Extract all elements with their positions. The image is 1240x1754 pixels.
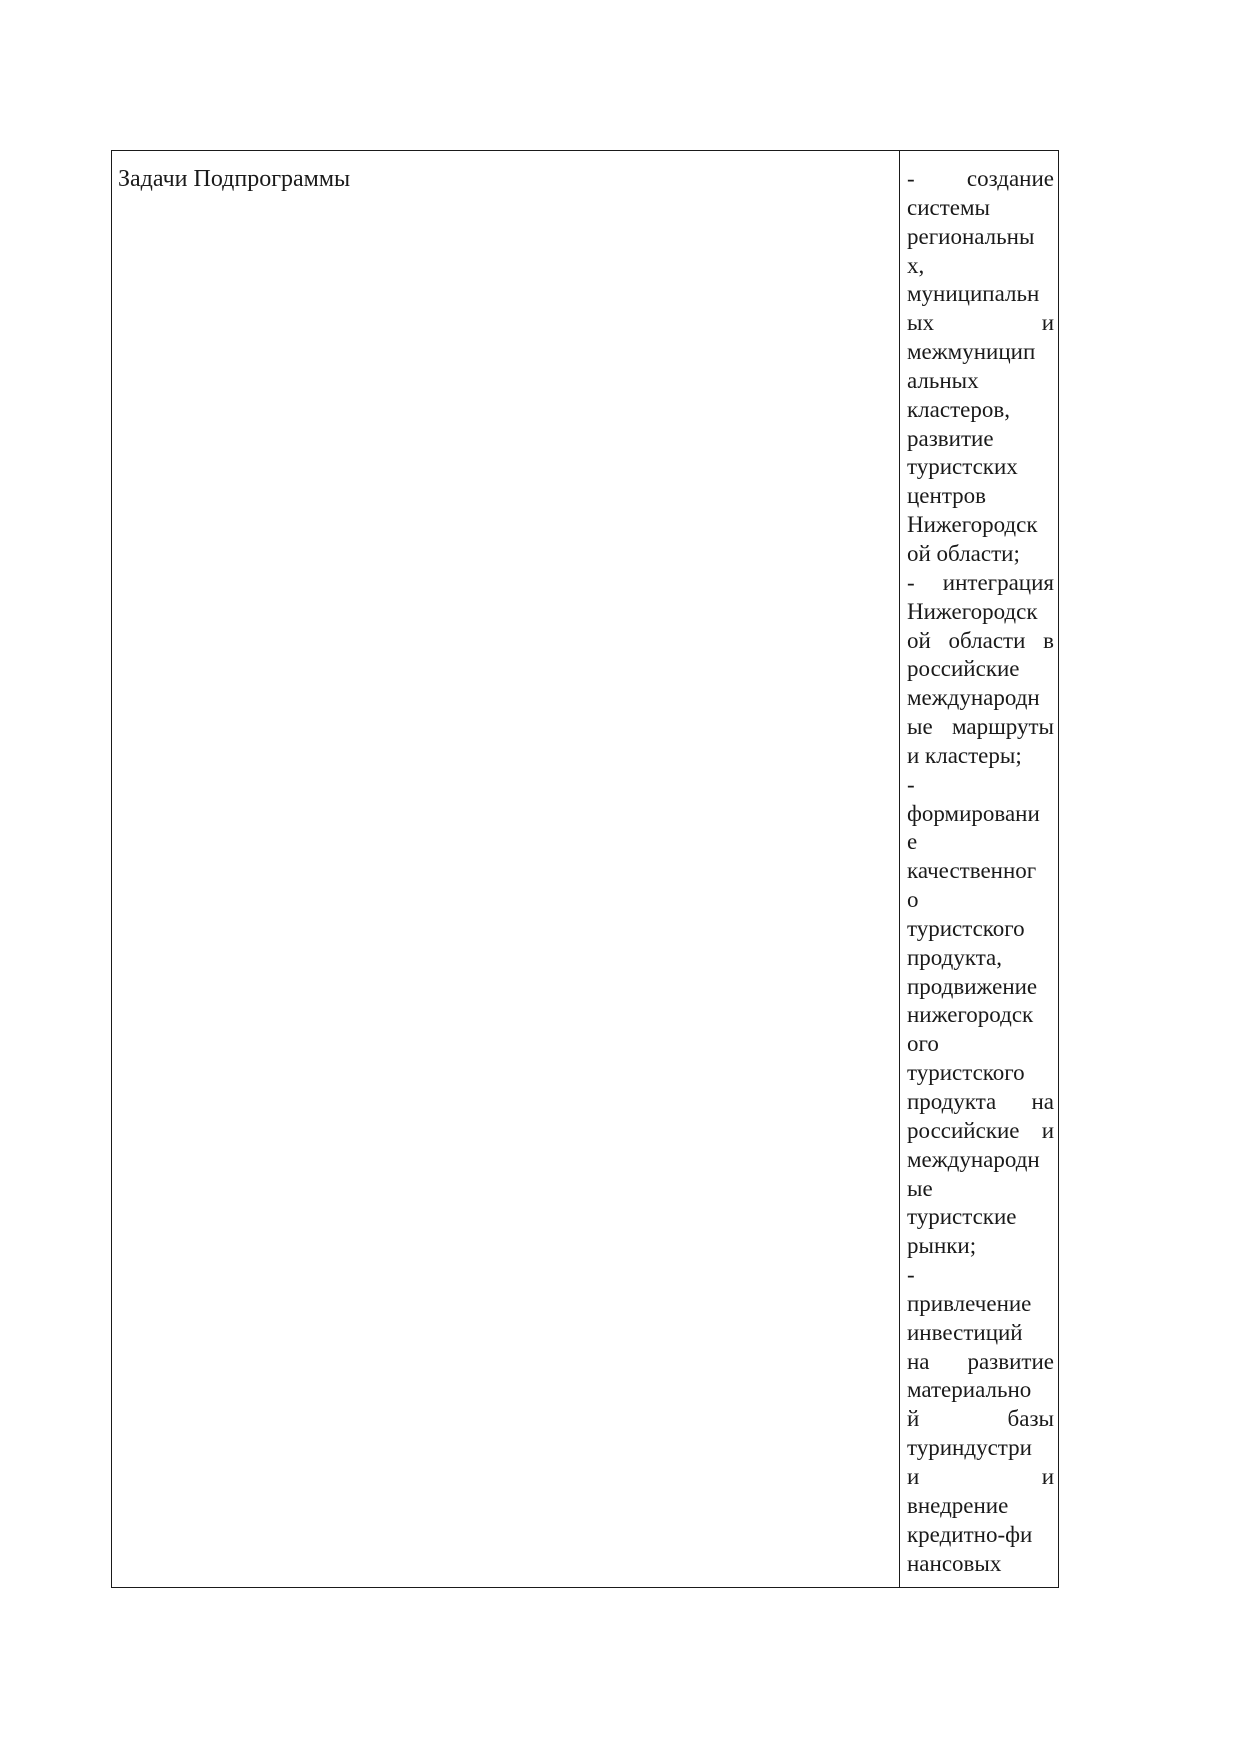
text-line [907, 1463, 1054, 1492]
text-line [907, 973, 1054, 1002]
text-line [907, 1521, 1054, 1550]
text-word: российские [907, 656, 1020, 682]
text-word: развитие [907, 425, 994, 451]
text-word: ой области; [907, 540, 1020, 566]
text-word: привлечение [907, 1290, 1032, 1316]
text-line [907, 453, 1054, 482]
text-word: внедрение [907, 1492, 1009, 1518]
text-word: Нижегородск [907, 512, 1038, 538]
text-line [907, 886, 1054, 915]
text-word: региональны [907, 223, 1035, 249]
text-word: международн [907, 685, 1040, 711]
text-word: туристского [907, 1060, 1025, 1086]
text-line [907, 915, 1054, 944]
text-line [907, 367, 1054, 396]
text-line [907, 540, 1054, 569]
text-line [907, 223, 1054, 252]
text-line [907, 1203, 1054, 1232]
text-line [907, 771, 1054, 800]
text-word: продвижение [907, 973, 1038, 999]
text-line [907, 857, 1054, 886]
text-line [907, 1059, 1054, 1088]
text-line [907, 194, 1054, 223]
text-word: туристские [907, 1204, 1017, 1230]
text-line [907, 598, 1054, 627]
text-word: й [907, 1406, 920, 1432]
text-line [907, 828, 1054, 857]
text-line [907, 1261, 1054, 1290]
text-word: российские [907, 1117, 1020, 1143]
row-label-subprogram-tasks: Задачи Подпрограммы [118, 166, 351, 192]
text-line [907, 338, 1054, 367]
text-line [907, 252, 1054, 281]
text-line [907, 1088, 1054, 1117]
text-word: Нижегородск [907, 598, 1038, 624]
text-line [907, 1434, 1054, 1463]
text-word: маршруты [951, 714, 1054, 740]
text-word: - [907, 569, 915, 595]
text-word: - [907, 771, 915, 797]
text-word: и [1041, 1463, 1054, 1489]
text-line [907, 280, 1054, 309]
text-word: кластеров, [907, 396, 1010, 422]
text-line [907, 1376, 1054, 1405]
text-line [907, 1030, 1054, 1059]
text-line [907, 165, 1054, 194]
text-word: области [948, 627, 1026, 653]
text-word: формировани [907, 800, 1040, 826]
text-word: центров [907, 483, 987, 509]
text-word: создание [966, 166, 1054, 191]
text-word: материально [907, 1377, 1032, 1403]
text-word: на [907, 1348, 930, 1374]
text-word: продукта, [907, 944, 1003, 970]
text-word: базы [1007, 1406, 1054, 1432]
text-word: о [907, 887, 919, 913]
text-word: туристского [907, 915, 1025, 941]
text-word: развитие [967, 1348, 1054, 1374]
text-word: альных [907, 367, 979, 393]
text-line [907, 944, 1054, 973]
text-line [907, 425, 1054, 454]
text-line [907, 713, 1054, 742]
text-line [907, 1290, 1054, 1319]
text-word: нансовых [907, 1550, 1002, 1576]
text-line [907, 1550, 1054, 1579]
text-word: продукта [907, 1089, 997, 1114]
text-line [907, 684, 1054, 713]
text-word: рынки; [907, 1233, 977, 1259]
text-line [907, 1348, 1054, 1377]
text-line [907, 655, 1054, 684]
text-word: интеграция [942, 569, 1054, 595]
text-word: ого [907, 1031, 939, 1057]
text-word: и [907, 1463, 920, 1489]
text-line [907, 1232, 1054, 1261]
text-word: системы [907, 194, 990, 220]
text-word: на [1031, 1089, 1054, 1114]
text-word: ые [907, 714, 933, 740]
text-line [907, 1405, 1054, 1434]
text-line [907, 1175, 1054, 1204]
column-divider [899, 151, 900, 1587]
text-line [907, 1319, 1054, 1348]
text-word: и [1041, 310, 1054, 336]
text-line [907, 800, 1054, 829]
text-line [907, 1146, 1054, 1175]
text-word: инвестиций [907, 1319, 1023, 1345]
text-word: ой [907, 627, 931, 653]
text-line [907, 482, 1054, 511]
text-word: туриндустри [907, 1435, 1032, 1461]
text-word: муниципальн [907, 281, 1040, 307]
text-line [907, 627, 1054, 656]
text-word: качественног [907, 858, 1037, 884]
text-line [907, 396, 1054, 425]
text-word: ых [907, 310, 934, 336]
text-word: - [907, 1262, 915, 1288]
text-word: в [1043, 627, 1054, 653]
subprogram-tasks-text [907, 165, 1054, 1578]
text-word: и кластеры; [907, 742, 1022, 768]
text-word: межмуницип [907, 339, 1036, 365]
text-word: кредитно-фи [907, 1521, 1033, 1547]
text-line [907, 511, 1054, 540]
text-word: международн [907, 1146, 1040, 1172]
text-word: и [1041, 1117, 1054, 1143]
text-word: х, [907, 252, 925, 278]
text-line [907, 1001, 1054, 1030]
text-line [907, 569, 1054, 598]
text-word: ые [907, 1175, 933, 1201]
subprogram-table [111, 150, 1059, 1588]
text-line [907, 1492, 1054, 1521]
text-line [907, 309, 1054, 338]
text-word: е [907, 829, 918, 855]
text-word: нижегородск [907, 1002, 1034, 1028]
text-line [907, 742, 1054, 771]
text-line [907, 1117, 1054, 1146]
text-word: туристских [907, 454, 1018, 480]
text-word: - [907, 166, 915, 191]
